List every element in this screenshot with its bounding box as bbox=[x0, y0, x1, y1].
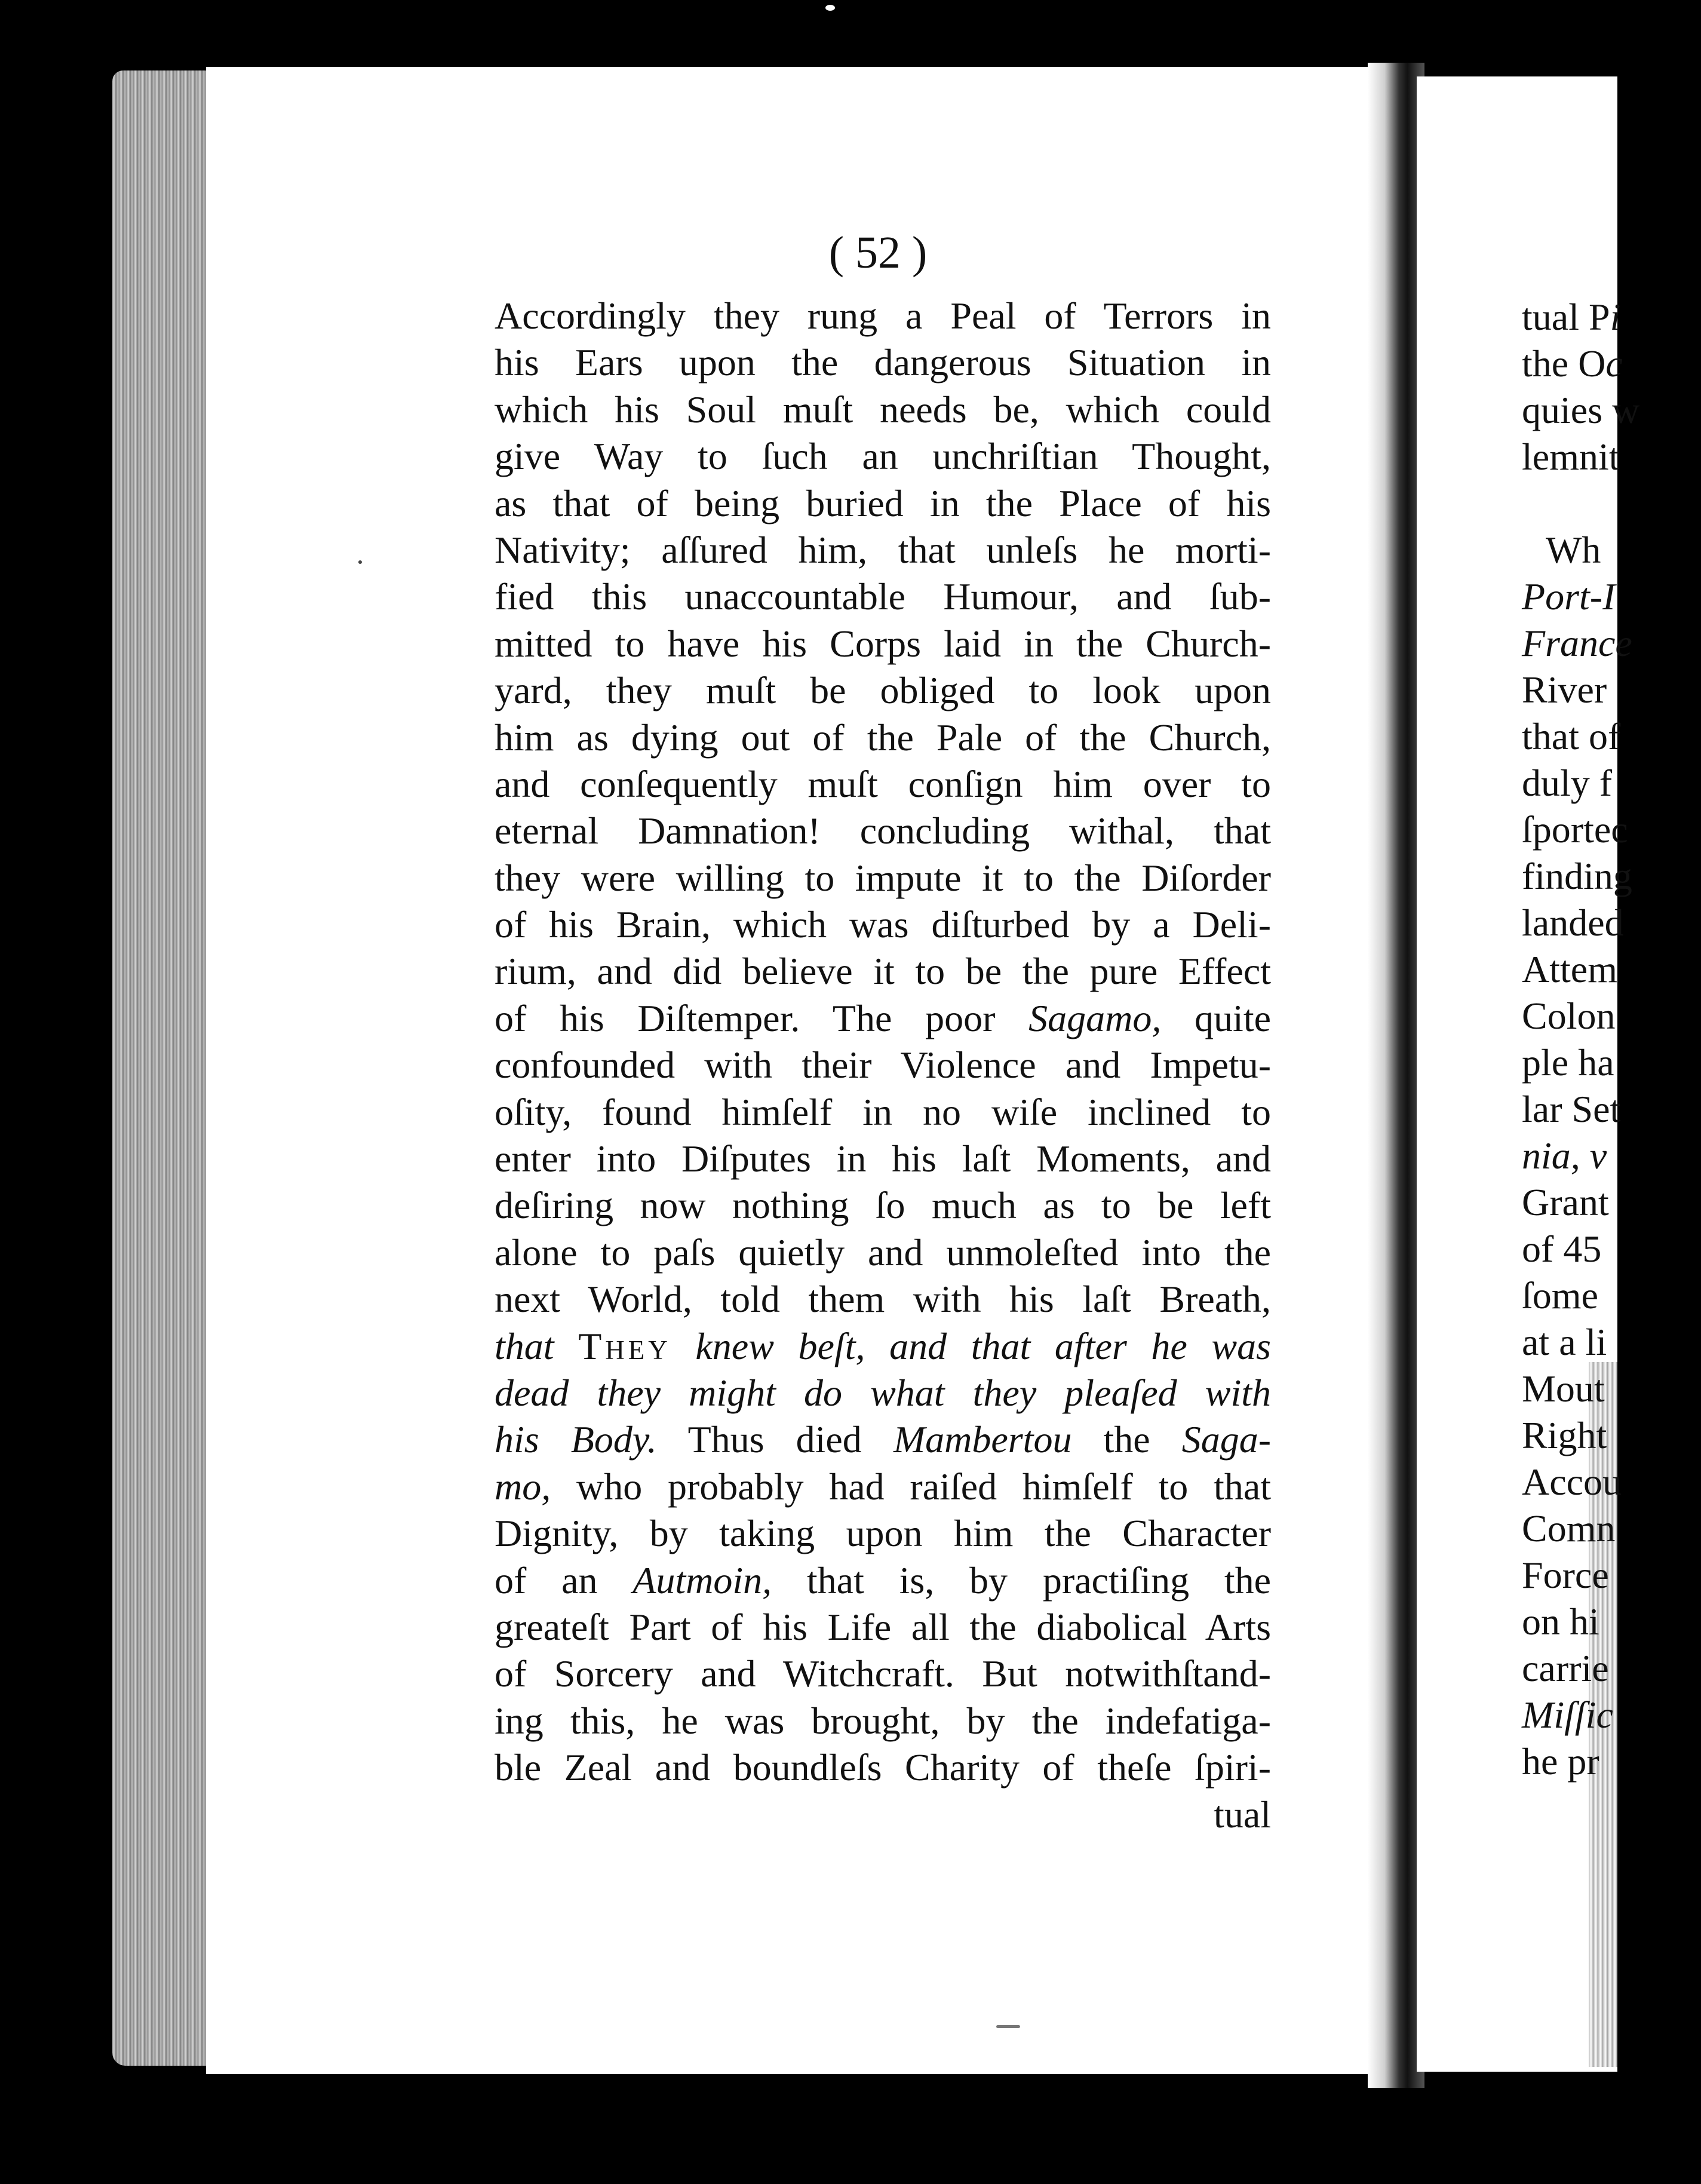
text-segment: quies w bbox=[1522, 389, 1640, 431]
text-line bbox=[1522, 760, 1701, 806]
text-line bbox=[1522, 853, 1701, 900]
text-segment: Grant bbox=[1522, 1181, 1609, 1223]
text-line bbox=[1522, 806, 1701, 853]
italic-text: nia, bbox=[1522, 1134, 1580, 1177]
paragraph-gap bbox=[1522, 480, 1701, 527]
text-line bbox=[495, 1416, 1271, 1463]
text-line bbox=[495, 1323, 1271, 1370]
ink-speck bbox=[358, 560, 362, 564]
text-line bbox=[495, 573, 1271, 620]
text-line bbox=[495, 948, 1271, 995]
text-segment: oſity, found himſelf in no wiſe inclined to bbox=[495, 1090, 1271, 1133]
text-segment: yard, they muſt be obliged to look upon bbox=[495, 669, 1271, 712]
italic-text: Sagamo, bbox=[1028, 996, 1162, 1039]
page-number: ( 52 ) bbox=[828, 228, 928, 278]
text-line bbox=[495, 1370, 1271, 1416]
text-segment: rium, and did believe it to be the pure Effect bbox=[495, 950, 1271, 993]
text-segment: Right bbox=[1522, 1414, 1607, 1456]
text-line bbox=[495, 1464, 1271, 1510]
text-line bbox=[1522, 946, 1701, 993]
text-line bbox=[1522, 1552, 1701, 1599]
text-line bbox=[495, 1089, 1271, 1136]
text-line bbox=[495, 293, 1271, 339]
text-line bbox=[495, 667, 1271, 714]
italic-text: that bbox=[495, 1324, 579, 1367]
text-line bbox=[1522, 1179, 1701, 1226]
text-line bbox=[1522, 1599, 1701, 1645]
text-segment: the bbox=[1071, 1418, 1182, 1461]
text-line bbox=[1522, 1366, 1701, 1412]
text-segment: duly f bbox=[1522, 762, 1613, 804]
text-segment: carrie bbox=[1522, 1647, 1609, 1689]
text-segment: which his Soul muſt needs be, which could bbox=[495, 388, 1271, 431]
text-line bbox=[495, 1042, 1271, 1088]
text-line bbox=[1522, 1692, 1701, 1738]
text-segment: alone to paſs quietly and unmoleſted into the bbox=[495, 1231, 1271, 1274]
text-segment: mitted to have his Corps laid in the Church- bbox=[495, 622, 1271, 665]
italic-text: Miſſic bbox=[1522, 1694, 1613, 1736]
small-caps-text: They bbox=[578, 1324, 671, 1367]
ink-speck bbox=[996, 2025, 1020, 2028]
text-line bbox=[1522, 1086, 1701, 1133]
text-segment: i bbox=[1610, 296, 1621, 338]
text-segment: ſome bbox=[1522, 1274, 1598, 1317]
text-segment: his Ears upon the dangerous Situation in bbox=[495, 341, 1271, 384]
text-line bbox=[1522, 1272, 1701, 1319]
text-segment: greateſt Part of his Life all the diabolical Arts bbox=[495, 1605, 1271, 1648]
text-segment: eternal Damnation! concluding withal, that bbox=[495, 809, 1271, 852]
text-segment: ble Zeal and boundleſs Charity of theſe ſpiri- bbox=[495, 1746, 1271, 1789]
text-line bbox=[1522, 1319, 1701, 1366]
text-line bbox=[495, 1744, 1271, 1791]
text-segment: that of bbox=[1522, 715, 1621, 757]
italic-text: dead they might do what they pleaſed with bbox=[495, 1371, 1271, 1414]
text-line bbox=[495, 1136, 1271, 1182]
text-segment: Colon bbox=[1522, 995, 1616, 1037]
text-line bbox=[495, 1229, 1271, 1276]
text-segment: quite bbox=[1161, 996, 1271, 1039]
text-segment: v bbox=[1580, 1134, 1607, 1177]
text-line bbox=[495, 1510, 1271, 1557]
text-segment: lar Set bbox=[1522, 1088, 1621, 1130]
text-line bbox=[495, 433, 1271, 480]
text-segment: ing this, he was brought, by the indefatiga- bbox=[495, 1699, 1271, 1742]
text-line bbox=[495, 527, 1271, 573]
italic-text: knew beſt, and that after he was bbox=[671, 1324, 1272, 1367]
italic-text: Saga- bbox=[1181, 1418, 1271, 1461]
text-segment: on hi bbox=[1522, 1600, 1599, 1643]
text-line bbox=[1522, 341, 1701, 387]
text-segment: Attem bbox=[1522, 948, 1617, 990]
text-segment: at a li bbox=[1522, 1321, 1607, 1363]
text-line bbox=[1522, 1505, 1701, 1552]
text-line bbox=[495, 808, 1271, 854]
text-line bbox=[495, 1698, 1271, 1744]
text-segment: confounded with their Violence and Impetu- bbox=[495, 1044, 1271, 1087]
text-line bbox=[1522, 1645, 1701, 1692]
text-line bbox=[495, 995, 1271, 1042]
text-segment: fied this unaccountable Humour, and ſub- bbox=[495, 575, 1271, 618]
text-line bbox=[495, 1276, 1271, 1323]
italic-text: mo, bbox=[495, 1465, 551, 1508]
book-page-edges bbox=[112, 70, 208, 2066]
text-segment: give Way to ſuch an unchriſtian Thought, bbox=[495, 435, 1271, 478]
italic-text: France bbox=[1522, 622, 1632, 664]
text-line bbox=[495, 855, 1271, 901]
text-segment: as that of being buried in the Place of his bbox=[495, 481, 1271, 524]
text-line bbox=[1522, 713, 1701, 760]
text-segment: him as dying out of the Pale of the Church, bbox=[495, 716, 1271, 759]
text-segment: ſportec bbox=[1522, 808, 1628, 851]
text-segment: Nativity; aſſured him, that unleſs he morti- bbox=[495, 528, 1271, 571]
text-line bbox=[1522, 1133, 1701, 1179]
text-segment: and conſequently muſt conſign him over to bbox=[495, 762, 1271, 805]
text-line bbox=[1522, 527, 1701, 573]
text-line bbox=[495, 621, 1271, 667]
text-segment: the O bbox=[1522, 342, 1606, 385]
text-segment: landed bbox=[1522, 901, 1624, 944]
text-line bbox=[495, 901, 1271, 948]
ink-speck bbox=[825, 5, 835, 11]
text-segment: of his Brain, which was diſturbed by a Deli- bbox=[495, 903, 1271, 946]
text-line bbox=[1522, 434, 1701, 480]
italic-text: his Body. bbox=[495, 1418, 657, 1461]
text-segment: Thus died bbox=[656, 1418, 894, 1461]
text-line bbox=[495, 761, 1271, 808]
text-segment: Comn bbox=[1522, 1507, 1616, 1550]
text-segment: of an bbox=[495, 1559, 633, 1602]
text-line bbox=[1522, 900, 1701, 946]
text-line bbox=[1522, 1412, 1701, 1459]
text-segment: lemnit bbox=[1522, 435, 1620, 478]
text-segment: tual P bbox=[1522, 296, 1610, 338]
text-segment: Wh bbox=[1546, 529, 1601, 571]
text-segment: Force bbox=[1522, 1554, 1609, 1596]
text-line bbox=[495, 1182, 1271, 1229]
text-segment: Accou bbox=[1522, 1461, 1622, 1503]
text-line bbox=[1522, 620, 1701, 667]
italic-text: Autmoin, bbox=[632, 1559, 772, 1602]
italic-text: Mambertou bbox=[893, 1418, 1072, 1461]
text-segment: ple ha bbox=[1522, 1041, 1614, 1084]
text-segment: they were willing to impute it to the Diſorder bbox=[495, 856, 1271, 899]
text-line bbox=[495, 1557, 1271, 1604]
text-segment: Accordingly they rung a Peal of Terrors in bbox=[495, 295, 1271, 337]
italic-text: Port-I bbox=[1522, 575, 1616, 618]
text-segment: enter into Diſputes in his laſt Moments, and bbox=[495, 1137, 1271, 1180]
book-gutter bbox=[1368, 63, 1424, 2088]
text-line bbox=[1522, 1459, 1701, 1505]
text-line bbox=[495, 1651, 1271, 1697]
text-line bbox=[495, 1792, 1271, 1838]
text-line bbox=[495, 714, 1271, 761]
text-segment: of his Diſtemper. The poor bbox=[495, 996, 1029, 1039]
text-line bbox=[1522, 1226, 1701, 1272]
text-line bbox=[1522, 294, 1701, 341]
text-line bbox=[1522, 387, 1701, 434]
text-segment: Mout bbox=[1522, 1367, 1605, 1410]
text-line bbox=[1522, 993, 1701, 1039]
text-segment: he pr bbox=[1522, 1740, 1599, 1783]
text-line bbox=[495, 1604, 1271, 1651]
text-segment: tual bbox=[1214, 1793, 1271, 1836]
text-line bbox=[495, 339, 1271, 386]
text-segment: River bbox=[1522, 668, 1607, 711]
text-segment: of Sorcery and Witchcraft. But notwithſtand- bbox=[495, 1652, 1271, 1695]
text-segment: next World, told them with his laſt Breath, bbox=[495, 1278, 1271, 1321]
text-segment: that is, by practiſing the bbox=[772, 1559, 1272, 1602]
text-line bbox=[495, 480, 1271, 527]
text-segment: Dignity, by taking upon him the Character bbox=[495, 1512, 1271, 1555]
right-page-partial-text bbox=[1522, 294, 1701, 1785]
text-line bbox=[1522, 1738, 1701, 1785]
text-line bbox=[495, 387, 1271, 433]
text-segment: finding bbox=[1522, 855, 1632, 897]
text-segment: deſiring now nothing ſo much as to be left bbox=[495, 1184, 1271, 1227]
text-segment: c bbox=[1605, 342, 1623, 385]
text-line bbox=[1522, 1039, 1701, 1086]
text-line bbox=[1522, 667, 1701, 713]
text-segment: who probably had raiſed himſelf to that bbox=[551, 1465, 1271, 1508]
text-line bbox=[1522, 573, 1701, 620]
text-segment: of 45 bbox=[1522, 1228, 1602, 1270]
left-page-body-text bbox=[495, 293, 1271, 1838]
